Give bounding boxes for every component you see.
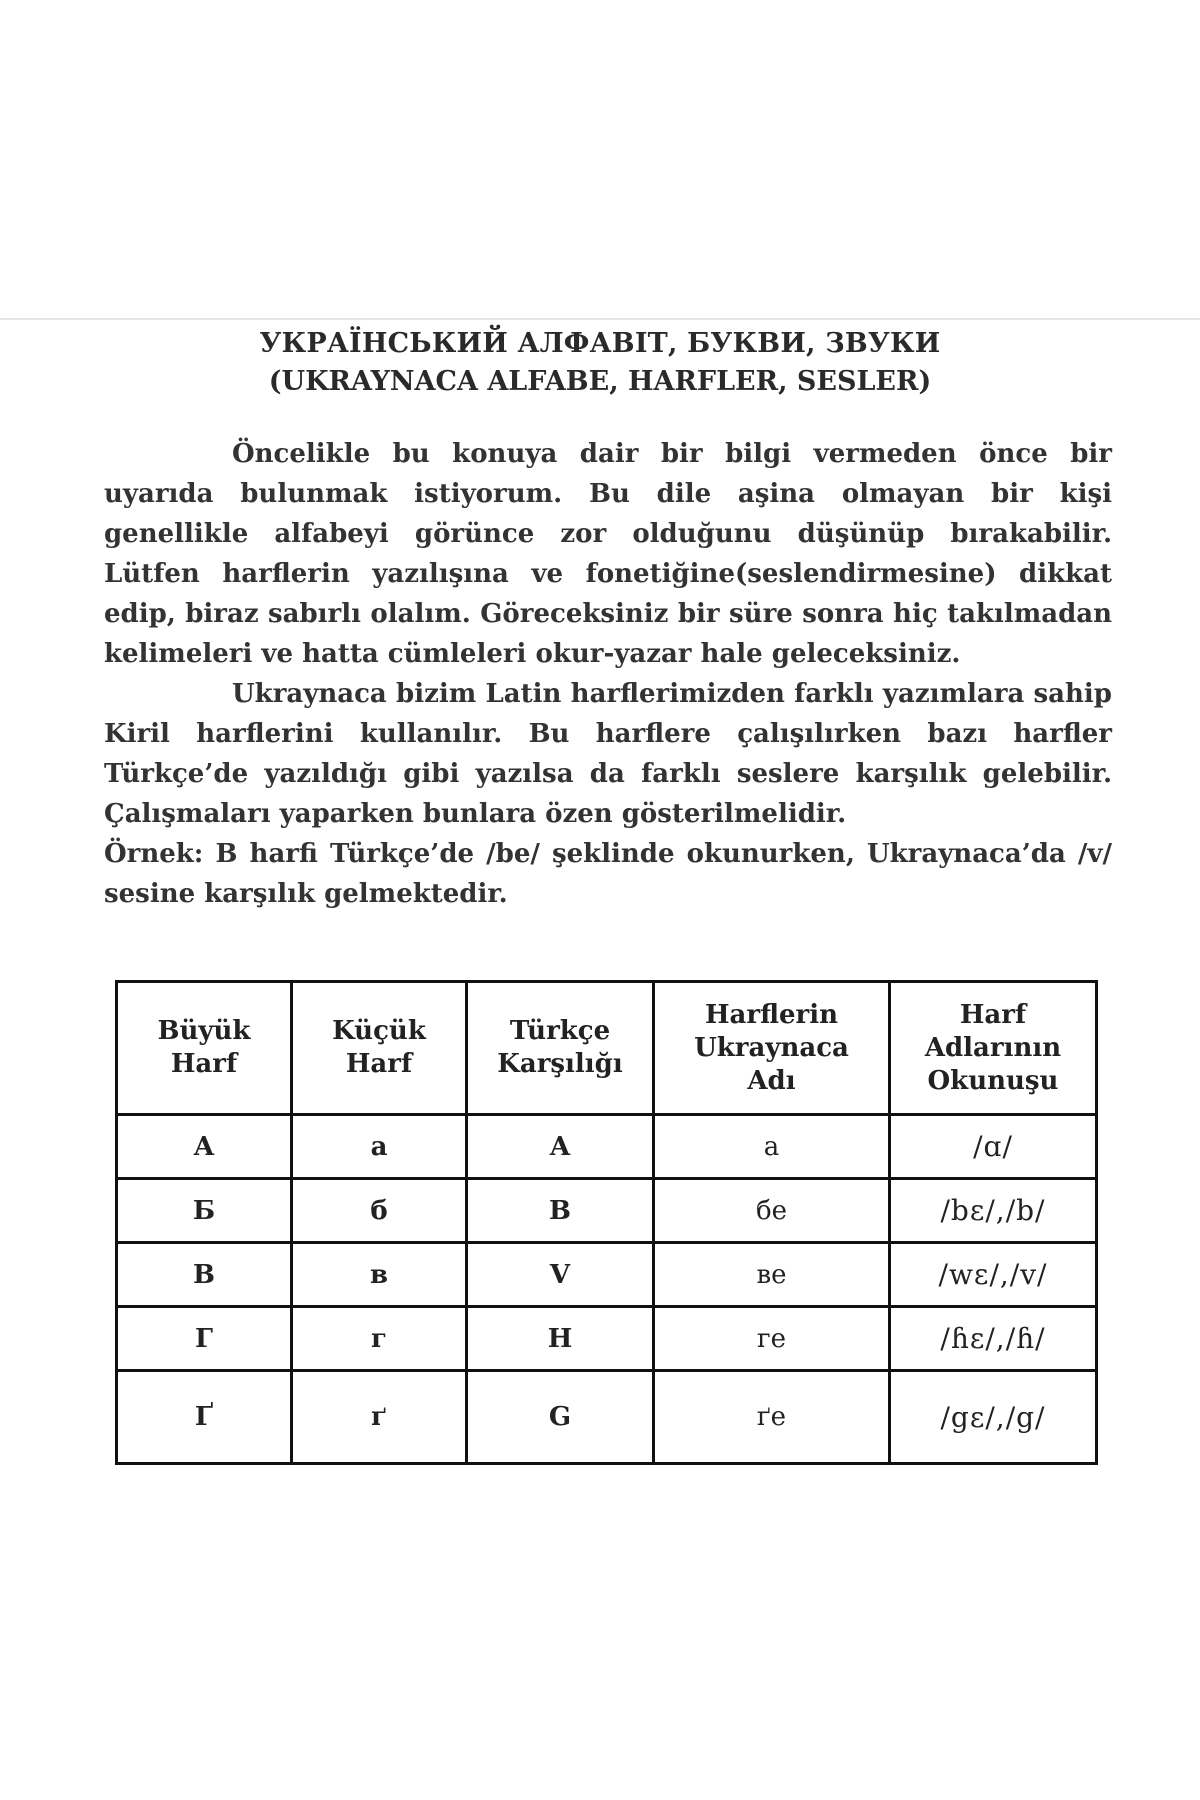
turkish-cell: G <box>467 1371 654 1464</box>
pronunciation-cell: /bɛ/,/b/ <box>890 1179 1097 1243</box>
turkish-cell: A <box>467 1115 654 1179</box>
lowercase-cell: ґ <box>292 1371 467 1464</box>
uppercase-cell: В <box>117 1243 292 1307</box>
header-lowercase: Küçük Harf <box>292 982 467 1115</box>
lowercase-cell: б <box>292 1179 467 1243</box>
lowercase-cell: г <box>292 1307 467 1371</box>
uppercase-cell: Б <box>117 1179 292 1243</box>
table-row <box>117 1243 1097 1307</box>
turkish-cell: H <box>467 1307 654 1371</box>
intro-paragraph: Öncelikle bu konuya dair bir bilgi vermeden önce bir uyarıda bulunmak istiyorum. Bu dile aşina olmayan bir kişi genellikle alfabeyi görünce zor olduğunu düşünüp bırakabilir. Lütfen harflerin yazılışına ve fonetiğine(seslendirmesine) dikkat edip, biraz sabırlı olalım. Göreceksiniz bir süre sonra hiç takılmadan kelimeleri ve hatta cümleleri okur-yazar hale geleceksiniz. <box>104 439 1112 669</box>
name-cell: ге <box>654 1307 890 1371</box>
table-row <box>117 1371 1097 1464</box>
pronunciation-cell: /gɛ/,/g/ <box>890 1371 1097 1464</box>
header-turkish-equivalent: Türkçe Karşılığı <box>467 982 654 1115</box>
uppercase-cell: А <box>117 1115 292 1179</box>
cyrillic-paragraph: Ukraynaca bizim Latin harflerimizden farklı yazımlara sahip Kiril harflerini kullanılır. Bu harflere çalışılırken bazı harfler Türkçe’de yazıldığı gibi yazılsa da farklı seslere karşılık gelebilir. Çalışmaları yaparken bunlara özen gösterilmelidir. <box>104 679 1112 829</box>
document-subtitle: (UKRAYNACA ALFABE, HARFLER, SESLER) <box>268 366 932 397</box>
name-cell: ґе <box>654 1371 890 1464</box>
uppercase-cell: Г <box>117 1307 292 1371</box>
uppercase-cell: Ґ <box>117 1371 292 1464</box>
table-row <box>117 1115 1097 1179</box>
header-pronunciation: Harf Adlarının Okunuşu <box>890 982 1097 1115</box>
name-cell: ве <box>654 1243 890 1307</box>
table-row <box>117 1307 1097 1371</box>
example-paragraph: Örnek: В harfi Türkçe’de /be/ şeklinde okunurken, Ukraynaca’da /v/ sesine karşılık gelmektedir. <box>104 839 1112 909</box>
lowercase-cell: в <box>292 1243 467 1307</box>
alphabet-table <box>115 980 1098 1465</box>
turkish-cell: B <box>467 1179 654 1243</box>
table-row <box>117 1179 1097 1243</box>
pronunciation-cell: /wɛ/,/v/ <box>890 1243 1097 1307</box>
name-cell: бе <box>654 1179 890 1243</box>
header-uppercase: Büyük Harf <box>117 982 292 1115</box>
page-top-divider <box>0 318 1200 320</box>
table-header-row <box>117 982 1097 1115</box>
document-body <box>104 434 1112 914</box>
name-cell: а <box>654 1115 890 1179</box>
pronunciation-cell: /ɦɛ/,/ɦ/ <box>890 1307 1097 1371</box>
header-ukrainian-name: Harflerin Ukraynaca Adı <box>654 982 890 1115</box>
lowercase-cell: а <box>292 1115 467 1179</box>
turkish-cell: V <box>467 1243 654 1307</box>
document-title: УКРАЇНСЬКИЙ АЛФАВІТ, БУКВИ, ЗВУКИ <box>259 328 941 359</box>
pronunciation-cell: /ɑ/ <box>890 1115 1097 1179</box>
